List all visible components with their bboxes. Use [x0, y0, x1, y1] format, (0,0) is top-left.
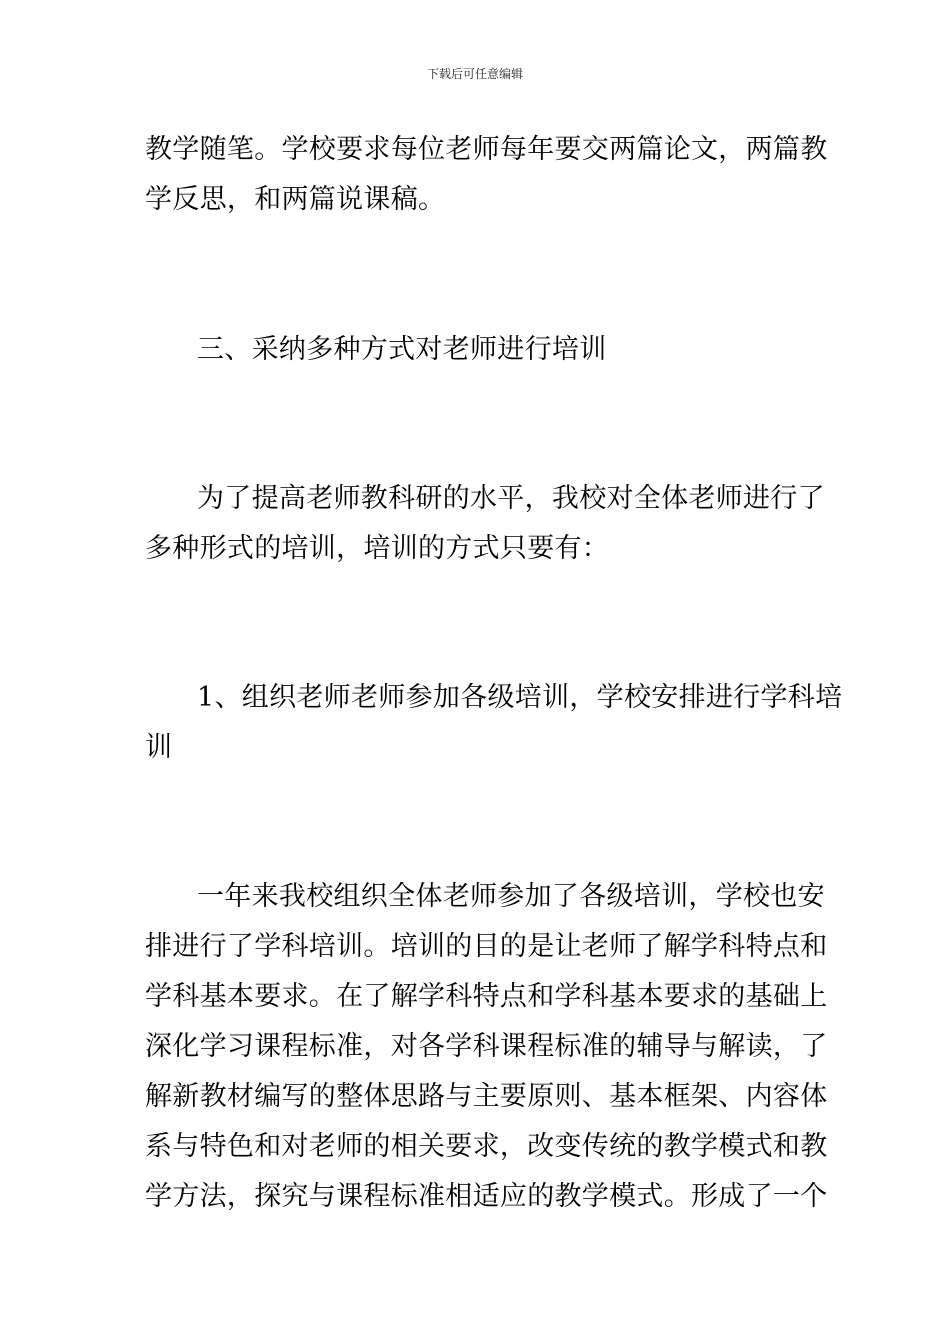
paragraph-line: 系与特色和对老师的相关要求，改变传统的教学模式和教	[145, 1131, 828, 1162]
subsection-heading-continued: 训	[145, 732, 173, 763]
paragraph-line: 为了提高老师教科研的水平，我校对全体老师进行了	[197, 483, 825, 514]
paragraph-line: 一年来我校组织全体老师参加了各级培训，学校也安	[197, 881, 825, 912]
section-heading: 三、采纳多种方式对老师进行培训	[197, 334, 607, 365]
subsection-heading: 1、组织老师老师参加各级培训，学校安排进行学科培	[197, 682, 843, 713]
paragraph-line: 学方法，探究与课程标准相适应的教学模式。形成了一个	[145, 1181, 828, 1212]
paragraph-line: 多种形式的培训，培训的方式只要有：	[145, 533, 610, 564]
paragraph-line: 排进行了学科培训。培训的目的是让老师了解学科特点和	[145, 931, 828, 962]
paragraph-line: 学反思，和两篇说课稿。	[145, 184, 446, 215]
paragraph-line: 学科基本要求。在了解学科特点和学科基本要求的基础上	[145, 981, 828, 1012]
page-header-note: 下载后可任意编辑	[426, 67, 523, 81]
paragraph-line: 解新教材编写的整体思路与主要原则、基本框架、内容体	[145, 1081, 828, 1112]
paragraph-line: 深化学习课程标准，对各学科课程标准的辅导与解读，了	[145, 1031, 828, 1062]
paragraph-line: 教学随笔。学校要求每位老师每年要交两篇论文，两篇教	[145, 134, 828, 165]
